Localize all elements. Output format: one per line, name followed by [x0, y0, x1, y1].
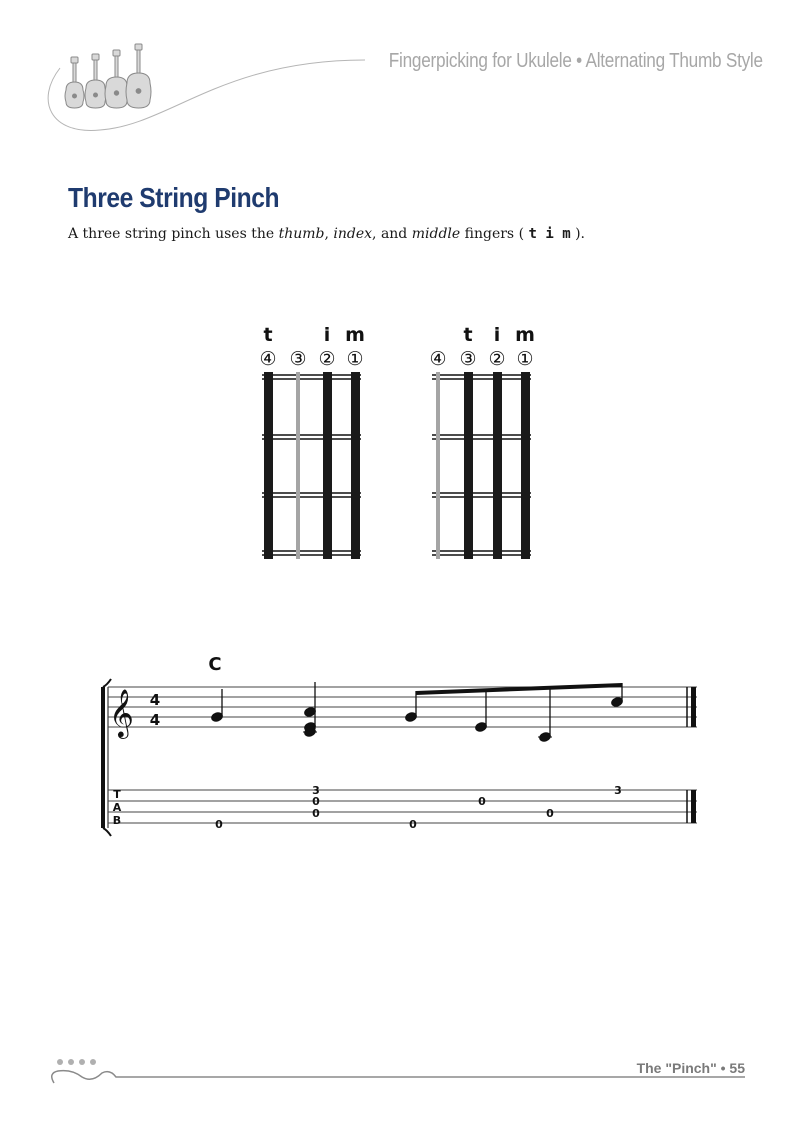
- ukulele-4-icon: [126, 44, 151, 108]
- fret-lines: [432, 375, 531, 555]
- tab-number: 0: [409, 818, 417, 831]
- finger-label: i: [493, 324, 501, 346]
- tab-number: 0: [478, 795, 486, 808]
- section-title: Three String Pinch: [68, 182, 280, 213]
- ukulele-2-icon: [85, 54, 106, 108]
- tab-clef-t: T: [113, 788, 121, 801]
- finger-label: t: [463, 324, 473, 346]
- music-notation: [95, 645, 705, 840]
- time-signature-bottom: 4: [149, 711, 161, 729]
- ukulele-3-icon: [105, 50, 128, 108]
- intro-middle: middle: [411, 226, 461, 242]
- string-number: ④: [429, 348, 447, 370]
- chord-symbol: C: [208, 654, 222, 675]
- string-diagrams: [250, 318, 550, 568]
- four-dots-icon: [57, 1059, 96, 1065]
- tab-number: 0: [546, 807, 554, 820]
- treble-clef-icon: 𝄞: [109, 688, 134, 737]
- intro-thumb: thumb: [278, 226, 325, 242]
- note-eighth-c: [538, 687, 552, 743]
- intro-paragraph: [68, 226, 585, 242]
- header-title: Fingerpicking for Ukulele • Alternating Thumb Style: [388, 50, 763, 72]
- finger-label: t: [263, 324, 273, 346]
- finger-label: m: [345, 324, 365, 346]
- tab-number: 0: [312, 807, 320, 820]
- notes: [210, 682, 623, 743]
- eighth-beam: [416, 683, 622, 695]
- note-chord: [303, 682, 317, 738]
- string-diagram-2: [429, 324, 534, 559]
- intro-prefix: A three string pinch uses the: [68, 226, 279, 242]
- string-3: [296, 372, 300, 559]
- intro-suffix-open: fingers (: [460, 226, 529, 242]
- tab-numbers: [215, 784, 622, 831]
- tab-number: 3: [312, 784, 320, 797]
- finger-label: m: [515, 324, 535, 346]
- string-3: [464, 372, 473, 559]
- string-number: ②: [318, 348, 336, 370]
- tab-clef-b: B: [112, 814, 122, 827]
- intro-code: t i m: [528, 226, 571, 242]
- string-number: ①: [516, 348, 534, 370]
- tab-number: 0: [215, 818, 223, 831]
- ukulele-group-icon: [65, 44, 151, 108]
- tab-clef-a: A: [112, 801, 122, 814]
- standard-staff: [108, 687, 697, 727]
- intro-sep2: , and: [372, 226, 412, 242]
- string-2: [323, 372, 332, 559]
- intro-index: index: [333, 226, 373, 242]
- ukulele-1-icon: [65, 57, 84, 108]
- string-diagram-1: [259, 324, 364, 559]
- string-4: [436, 372, 440, 559]
- note-eighth-e: [474, 689, 487, 733]
- string-1: [521, 372, 530, 559]
- string-1: [351, 372, 360, 559]
- string-4: [264, 372, 273, 559]
- string-2: [493, 372, 502, 559]
- string-number: ①: [346, 348, 364, 370]
- tab-number: 0: [312, 795, 320, 808]
- string-number: ②: [488, 348, 506, 370]
- string-number: ④: [259, 348, 277, 370]
- fret-lines: [262, 375, 361, 555]
- intro-sep1: ,: [324, 226, 334, 242]
- note-quarter-g: [210, 689, 223, 723]
- footer-page-label: The "Pinch" • 55: [636, 1060, 745, 1076]
- intro-suffix-close: ).: [570, 226, 586, 242]
- finger-label: i: [323, 324, 331, 346]
- header-logo: [40, 40, 380, 140]
- tab-staff: [108, 790, 697, 823]
- string-number: ③: [459, 348, 477, 370]
- tab-number: 3: [614, 784, 622, 797]
- time-signature-top: 4: [149, 691, 161, 709]
- string-number: ③: [289, 348, 307, 370]
